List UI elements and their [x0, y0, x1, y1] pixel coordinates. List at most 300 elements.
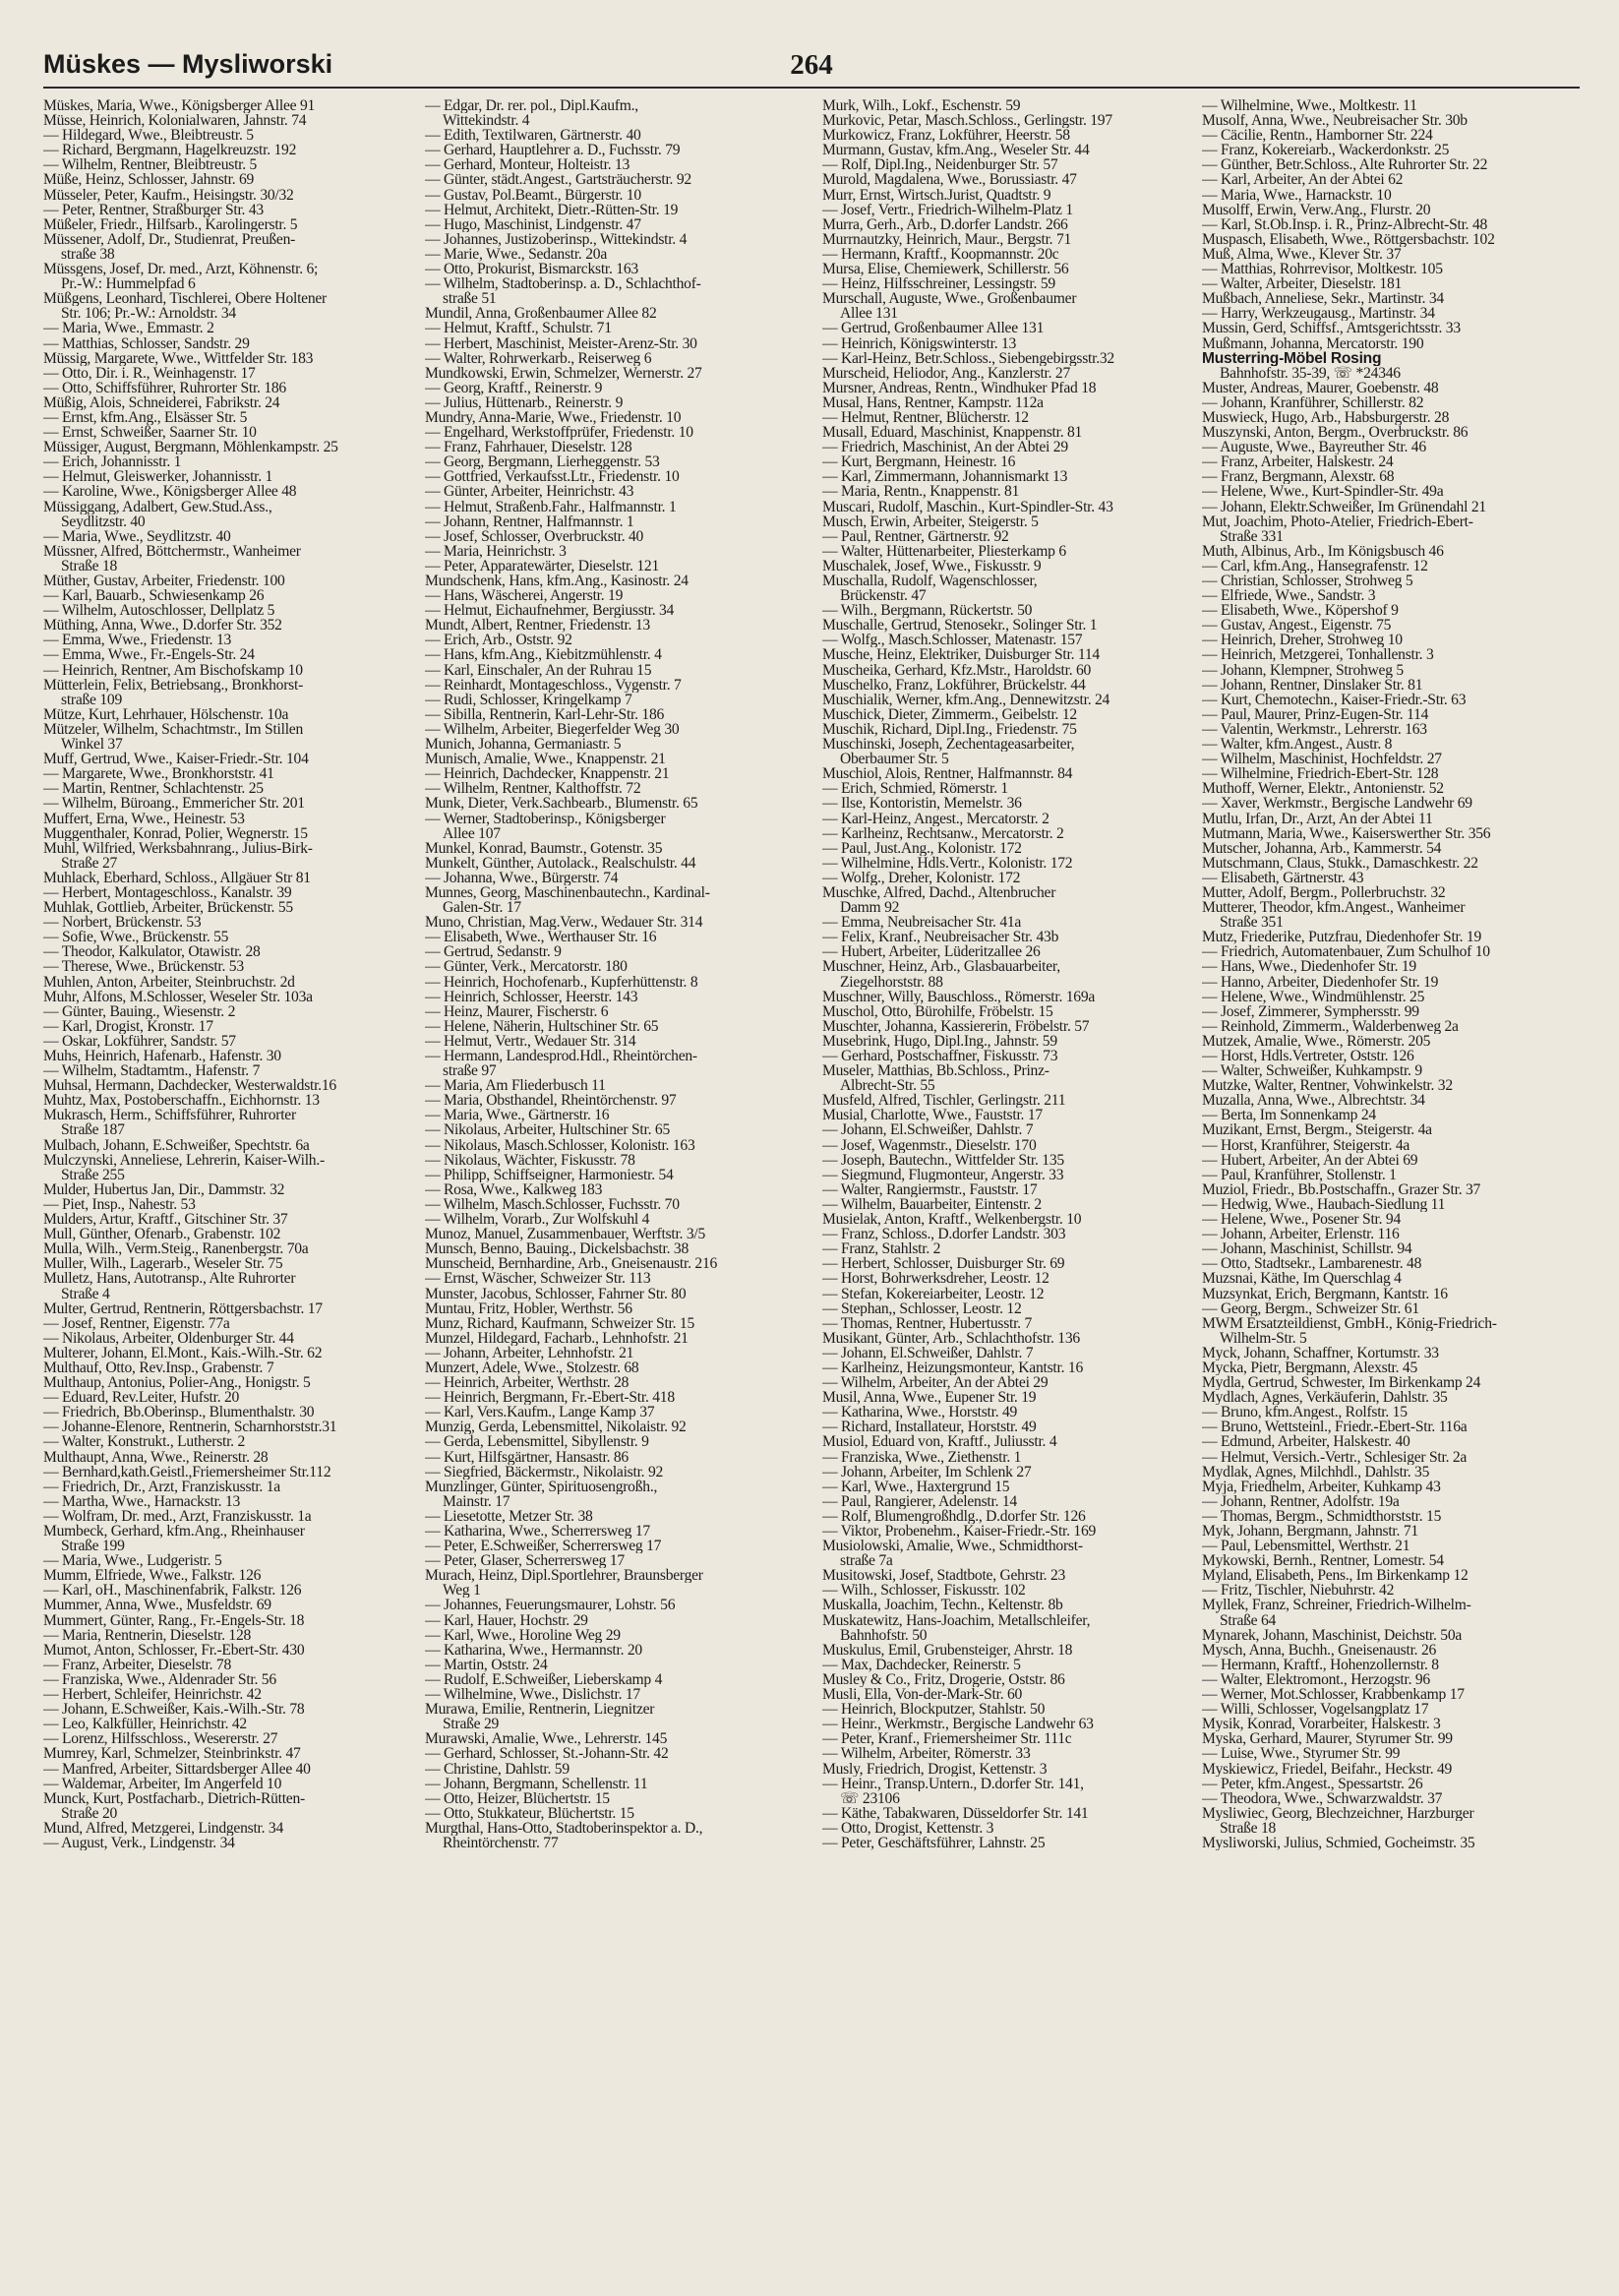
- directory-entry: Muskalla, Joachim, Techn., Keltenstr. 8b: [822, 1598, 1063, 1613]
- directory-entry: — Wilh., Bergmann, Rückertstr. 50: [822, 603, 1033, 619]
- directory-entry: — Rolf, Dipl.Ing., Neidenburger Str. 57: [822, 157, 1058, 173]
- directory-entry: Musielak, Anton, Kraftf., Welkenbergstr. 10: [822, 1212, 1082, 1228]
- directory-entry: Mydlak, Agnes, Milchhdl., Dahlstr. 35: [1202, 1464, 1430, 1480]
- directory-entry: — Walter, Elektromont., Herzogstr. 96: [1202, 1671, 1430, 1688]
- directory-entry: — Bruno, Wettsteinl., Friedr.-Ebert-Str. 116a: [1202, 1420, 1468, 1435]
- directory-entry: Muschinski, Joseph, Zechentageasarbeiter,: [822, 737, 1075, 753]
- directory-entry: Müßgens, Leonhard, Tischlerei, Obere Holtener: [43, 291, 327, 307]
- directory-entry: Multer, Gertrud, Rentnerin, Röttgersbachstr. 17: [43, 1300, 323, 1316]
- directory-entry: Muswieck, Hugo, Arb., Habsburgerstr. 28: [1202, 409, 1450, 426]
- directory-entry: — Karl, oH., Maschinenfabrik, Falkstr. 126: [43, 1583, 302, 1599]
- directory-entry: — Elisabeth, Gärtnerstr. 43: [1202, 870, 1364, 885]
- directory-entry: — Joseph, Bautechn., Wittfelder Str. 135: [822, 1152, 1064, 1168]
- directory-entry: — Felix, Kranf., Neubreisacher Str. 43b: [822, 930, 1059, 945]
- directory-entry: — Helmut, Straßenb.Fahr., Halfmannstr. 1: [425, 499, 677, 514]
- directory-entry: Murold, Magdalena, Wwe., Borussiastr. 47: [822, 172, 1077, 188]
- directory-entry: — Maria, Heinrichstr. 3: [425, 543, 567, 559]
- directory-entry: — Erich, Schmied, Römerstr. 1: [822, 781, 1008, 797]
- directory-entry: — Johann, Arbeiter, Erlenstr. 116: [1202, 1227, 1400, 1242]
- directory-entry: Murawski, Amalie, Wwe., Lehrerstr. 145: [425, 1731, 668, 1747]
- directory-entry: — Siegmund, Flugmonteur, Angerstr. 33: [822, 1167, 1064, 1182]
- directory-entry: Muster, Andreas, Maurer, Goebenstr. 48: [1202, 380, 1439, 395]
- directory-entry: Müsseler, Peter, Kaufm., Heisingstr. 30/32: [43, 187, 294, 203]
- directory-entry: — Lorenz, Hilfsschloss., Wesererstr. 27: [43, 1731, 278, 1747]
- directory-entry: — Käthe, Tabakwaren, Düsseldorfer Str. 141: [822, 1805, 1089, 1821]
- directory-entry: — Maria, Rentnerin, Dieselstr. 128: [43, 1627, 252, 1643]
- directory-entry: Müthing, Anna, Wwe., D.dorfer Str. 352: [43, 618, 282, 634]
- directory-entry: Müssig, Margarete, Wwe., Wittfelder Str. 183: [43, 350, 314, 366]
- directory-entry: — Liesetotte, Metzer Str. 38: [425, 1508, 593, 1524]
- directory-entry: Muzsynkat, Erich, Bergmann, Kantstr. 16: [1202, 1286, 1448, 1301]
- directory-entry: — Walter, Rangiermstr., Fauststr. 17: [822, 1181, 1038, 1197]
- directory-entry: — Johannes, Justizoberinsp., Wittekindstr. 4: [425, 231, 688, 247]
- entry-continuation: straße 97: [443, 1063, 497, 1079]
- directory-entry: — Franziska, Wwe., Ziethenstr. 1: [822, 1449, 1022, 1465]
- directory-entry: — Stefan, Kokereiarbeiter, Leostr. 12: [822, 1286, 1045, 1301]
- directory-entry: — Heinr., Werkmstr., Bergische Landwehr 63: [822, 1717, 1094, 1732]
- directory-entry: — Harry, Werkzeugausg., Martinstr. 34: [1202, 306, 1435, 322]
- directory-entry: Müther, Gustav, Arbeiter, Friedenstr. 100: [43, 574, 285, 589]
- directory-entry: Musche, Heinz, Elektriker, Duisburger Str. 114: [822, 647, 1100, 663]
- directory-entry: — Christian, Schlosser, Strohweg 5: [1202, 574, 1413, 589]
- directory-entry: — Helmut, Architekt, Dietr.-Rütten-Str. 19: [425, 202, 679, 217]
- directory-entry: — Karl-Heinz, Betr.Schloss., Siebengebirgsstr.32: [822, 350, 1114, 366]
- directory-entry: — Gustav, Angest., Eigenstr. 75: [1202, 618, 1392, 634]
- directory-entry: — Otto, Stadtsekr., Lambarenestr. 48: [1202, 1256, 1422, 1272]
- directory-entry: — Helmut, Versich.-Vertr., Schlesiger Str. 2a: [1202, 1449, 1468, 1465]
- directory-entry: — August, Verk., Lindgenstr. 34: [43, 1835, 235, 1851]
- directory-entry: — Max, Dachdecker, Reinerstr. 5: [822, 1657, 1021, 1672]
- directory-entry: Muntau, Fritz, Hobler, Werthstr. 56: [425, 1300, 632, 1316]
- entry-continuation: Straße 255: [61, 1167, 125, 1182]
- directory-entry: Muffert, Erna, Wwe., Heinestr. 53: [43, 811, 245, 826]
- directory-entry: Mulder, Hubertus Jan, Dir., Dammstr. 32: [43, 1181, 285, 1197]
- directory-entry: — Wilhelm, Rentner, Kalthoffstr. 72: [425, 781, 641, 797]
- directory-entry: — Maria, Wwe., Seydlitzstr. 40: [43, 528, 231, 544]
- directory-entry: Mumm, Elfriede, Wwe., Falkstr. 126: [43, 1568, 262, 1584]
- directory-entry: — Werner, Mot.Schlosser, Krabbenkamp 17: [1202, 1687, 1465, 1703]
- directory-entry: Muspasch, Elisabeth, Wwe., Röttgersbachstr. 102: [1202, 231, 1495, 247]
- directory-entry: Munkel, Konrad, Baumstr., Gotenstr. 35: [425, 840, 663, 856]
- directory-entry: — Wilhelm, Maschinist, Hochfeldstr. 27: [1202, 752, 1442, 767]
- directory-entry: — Heinrich, Metzgerei, Tonhallenstr. 3: [1202, 647, 1434, 663]
- directory-entry: — Otto, Stukkateur, Blüchertstr. 15: [425, 1805, 634, 1821]
- directory-entry: Murawa, Emilie, Rentnerin, Liegnitzer: [425, 1702, 655, 1718]
- directory-entry: — Maria, Obsthandel, Rheintörchenstr. 97: [425, 1093, 677, 1109]
- directory-entry: Mundt, Albert, Rentner, Friedenstr. 13: [425, 618, 650, 634]
- directory-entry: Murr, Ernst, Wirtsch.Jurist, Quadtstr. 9: [822, 187, 1051, 203]
- directory-entry: — Thomas, Bergm., Schmidthorststr. 15: [1202, 1508, 1442, 1524]
- directory-entry: — Julius, Hüttenarb., Reinerstr. 9: [425, 394, 624, 410]
- directory-entry: Museler, Matthias, Bb.Schloss., Prinz-: [822, 1063, 1049, 1079]
- directory-entry: Mutzek, Amalie, Wwe., Römerstr. 205: [1202, 1033, 1431, 1049]
- directory-entry: — Günter, Verk., Mercatorstr. 180: [425, 959, 628, 975]
- directory-entry: — Hans, kfm.Ang., Kiebitzmühlenstr. 4: [425, 647, 662, 663]
- directory-entry: — Otto, Heizer, Blüchertstr. 15: [425, 1790, 610, 1806]
- directory-entry: Muschalle, Gertrud, Stenosekr., Solinger Str. 1: [822, 618, 1098, 634]
- directory-entry: — Friedrich, Maschinist, An der Abtei 29: [822, 440, 1068, 455]
- directory-entry: — Edgar, Dr. rer. pol., Dipl.Kaufm.,: [425, 98, 638, 114]
- directory-entry: — Rosa, Wwe., Kalkweg 183: [425, 1181, 603, 1197]
- entry-continuation: Galen-Str. 17: [443, 900, 521, 916]
- directory-entry: — Johann, E.Schweißer, Kais.-Wilh.-Str. 78: [43, 1702, 305, 1718]
- directory-entry: Mysliwiec, Georg, Blechzeichner, Harzburger: [1202, 1805, 1474, 1821]
- entry-continuation: Allee 107: [443, 825, 501, 841]
- directory-entry: Munsch, Benno, Bauing., Dickelsbachstr. 38: [425, 1241, 689, 1257]
- directory-entry: Muhsal, Hermann, Dachdecker, Westerwaldstr.16: [43, 1078, 336, 1094]
- directory-entry: Muhlack, Eberhard, Schloss., Allgäuer Str 81: [43, 870, 311, 885]
- directory-entry: — Stephan,, Schlosser, Leostr. 12: [822, 1300, 1022, 1316]
- directory-entry: — Eduard, Rev.Leiter, Hufstr. 20: [43, 1390, 240, 1406]
- directory-entry: Muscheika, Gerhard, Kfz.Mstr., Haroldstr. 60: [822, 662, 1092, 678]
- directory-entry: — Heinrich, Blockputzer, Stahlstr. 50: [822, 1702, 1046, 1718]
- directory-entry: — Luise, Wwe., Styrumer Str. 99: [1202, 1746, 1401, 1762]
- entry-continuation: Straße 351: [1220, 915, 1284, 931]
- directory-entry: — Wilhelmine, Wwe., Moltkestr. 11: [1202, 98, 1417, 114]
- directory-entry: Munzlinger, Günter, Spirituosengroßh.,: [425, 1479, 658, 1494]
- directory-entry: Mulczynski, Anneliese, Lehrerin, Kaiser-Wilh.-: [43, 1152, 325, 1168]
- directory-entry: Muskulus, Emil, Grubensteiger, Ahrstr. 18: [822, 1642, 1073, 1658]
- directory-entry: Muzsnai, Käthe, Im Querschlag 4: [1202, 1271, 1402, 1287]
- directory-entry: Murschall, Auguste, Wwe., Großenbaumer: [822, 291, 1077, 307]
- directory-entry: Myja, Friedhelm, Arbeiter, Kuhkamp 43: [1202, 1479, 1441, 1494]
- directory-entry: Muzikant, Ernst, Bergm., Steigerstr. 4a: [1202, 1122, 1432, 1138]
- entry-continuation: Seydlitzstr. 40: [61, 514, 146, 529]
- directory-entry: — Heinz, Hilfsschreiner, Lessingstr. 59: [822, 276, 1055, 292]
- directory-entry: Muschol, Otto, Bürohilfe, Fröbelstr. 15: [822, 1003, 1053, 1019]
- directory-entry: Müße, Heinz, Schlosser, Jahnstr. 69: [43, 172, 255, 188]
- entry-continuation: Wilhelm-Str. 5: [1220, 1330, 1307, 1346]
- directory-entry: — Otto, Drogist, Kettenstr. 3: [822, 1820, 994, 1836]
- directory-entry: Muscari, Rudolf, Maschin., Kurt-Spindler-Str. 43: [822, 499, 1113, 514]
- directory-entry: Mydla, Gertrud, Schwester, Im Birkenkamp 24: [1202, 1375, 1481, 1391]
- directory-entry: Munzel, Hildegard, Facharb., Lehnhofstr. 21: [425, 1330, 689, 1346]
- directory-entry: — Karl-Heinz, Angest., Mercatorstr. 2: [822, 811, 1049, 826]
- directory-entry: — Wilhelmine, Wwe., Dislichstr. 17: [425, 1687, 640, 1703]
- directory-entry: — Wilhelmine, Friedrich-Ebert-Str. 128: [1202, 766, 1439, 782]
- directory-entry: Muskatewitz, Hans-Joachim, Metallschleifer,: [822, 1612, 1091, 1628]
- directory-entry: Mull, Günther, Ofenarb., Grabenstr. 102: [43, 1227, 281, 1242]
- directory-entry: — Kurt, Chemotechn., Kaiser-Friedr.-Str. 63: [1202, 692, 1467, 707]
- directory-entry: Murkovic, Petar, Masch.Schloss., Gerlingstr. 197: [822, 113, 1112, 129]
- directory-entry: — Heinrich, Königswinterstr. 13: [822, 335, 1017, 351]
- directory-entry: Munisch, Amalie, Wwe., Knappenstr. 21: [425, 752, 666, 767]
- directory-entry: — Otto, Dir. i. R., Weinhagenstr. 17: [43, 365, 256, 381]
- directory-entry: — Gottfried, Verkaufsst.Ltr., Friedenstr. 10: [425, 469, 680, 485]
- directory-entry: — Hans, Wwe., Diedenhofer Str. 19: [1202, 959, 1416, 975]
- header-rule: [43, 87, 1580, 89]
- entry-continuation: Straße 27: [61, 855, 118, 871]
- directory-entry: — Hedwig, Wwe., Haubach-Siedlung 11: [1202, 1196, 1446, 1213]
- directory-entry: — Matthias, Schlosser, Sandstr. 29: [43, 335, 250, 351]
- directory-entry: — Leo, Kalkfüller, Heinrichstr. 42: [43, 1717, 247, 1732]
- directory-entry: Mußmann, Johanna, Mercatorstr. 190: [1202, 335, 1424, 351]
- directory-entry: — Johannes, Feuerungsmaurer, Lohstr. 56: [425, 1598, 676, 1613]
- directory-entry: — Johann, Kranführer, Schillerstr. 82: [1202, 394, 1424, 410]
- directory-entry: — Erich, Arb., Oststr. 92: [425, 633, 572, 648]
- directory-entry: — Wilhelm, Arbeiter, Biegerfelder Weg 30: [425, 721, 680, 738]
- directory-entry: — Helene, Wwe., Kurt-Spindler-Str. 49a: [1202, 484, 1444, 500]
- directory-entry: — Carl, kfm.Ang., Hansegrafenstr. 12: [1202, 558, 1428, 574]
- directory-entry: — Norbert, Brückenstr. 53: [43, 915, 202, 931]
- directory-entry: Musolff, Erwin, Verw.Ang., Flurstr. 20: [1202, 202, 1431, 217]
- entry-continuation: ☏ 23106: [840, 1790, 900, 1806]
- entry-continuation: Straße 29: [443, 1717, 500, 1732]
- directory-entry: — Franz, Kokereiarb., Wackerdonkstr. 25: [1202, 143, 1450, 158]
- directory-entry: Musikant, Günter, Arb., Schlachthofstr. 136: [822, 1330, 1080, 1346]
- entry-continuation: Ziegelhorststr. 88: [840, 974, 943, 990]
- directory-entry: Myllek, Franz, Schreiner, Friedrich-Wilhelm-: [1202, 1598, 1471, 1613]
- directory-entry: — Elisabeth, Wwe., Köpershof 9: [1202, 603, 1399, 619]
- directory-entry: — Franz, Stahlstr. 2: [822, 1241, 941, 1257]
- directory-entry: — Elisabeth, Wwe., Werthauser Str. 16: [425, 930, 657, 945]
- directory-entry: Murra, Gerh., Arb., D.dorfer Landstr. 266: [822, 216, 1068, 232]
- directory-entry: — Paul, Kranführer, Stollenstr. 1: [1202, 1167, 1397, 1182]
- directory-entry: — Theodor, Kalkulator, Otawistr. 28: [43, 944, 261, 960]
- directory-entry: Multhaup, Antonius, Polier-Ang., Honigstr. 5: [43, 1375, 311, 1391]
- directory-entry: — Erich, Johannisstr. 1: [43, 454, 182, 470]
- directory-entry: — Günter, städt.Angest., Gartsträucherstr. 92: [425, 172, 691, 188]
- directory-entry: Myk, Johann, Bergmann, Jahnstr. 71: [1202, 1524, 1418, 1540]
- directory-entry: — Peter, Geschäftsführer, Lahnstr. 25: [822, 1835, 1046, 1851]
- directory-entry: — Werner, Stadtoberinsp., Königsberger: [425, 811, 666, 826]
- directory-entry: Myck, Johann, Schaffner, Kortumstr. 33: [1202, 1345, 1439, 1360]
- directory-entry: — Wilhelm, Autoschlosser, Dellplatz 5: [43, 603, 275, 619]
- directory-entry: — Wolfram, Dr. med., Arzt, Franziskusstr. 1a: [43, 1508, 312, 1524]
- directory-entry: Mulbach, Johann, E.Schweißer, Spechtstr. 6a: [43, 1137, 310, 1153]
- directory-entry: Muggenthaler, Konrad, Polier, Wegnerstr. 15: [43, 825, 308, 841]
- directory-entry: — Peter, kfm.Angest., Spessartstr. 26: [1202, 1776, 1423, 1791]
- directory-entry: — Maria, Wwe., Ludgeristr. 5: [43, 1553, 222, 1569]
- directory-entry: — Maria, Wwe., Emmastr. 2: [43, 321, 214, 336]
- directory-entry: — Therese, Wwe., Brückenstr. 53: [43, 959, 244, 975]
- directory-entry: Mutlu, Irfan, Dr., Arzt, An der Abtei 11: [1202, 811, 1433, 826]
- directory-entry: — Johann, El.Schweißer, Dahlstr. 7: [822, 1345, 1034, 1360]
- entry-continuation: Str. 106; Pr.-W.: Arnoldstr. 34: [61, 306, 236, 322]
- directory-entry: — Ernst, kfm.Ang., Elsässer Str. 5: [43, 409, 248, 426]
- directory-entry: — Franz, Schloss., D.dorfer Landstr. 303: [822, 1227, 1066, 1242]
- directory-entry: Munck, Kurt, Postfacharb., Dietrich-Rütten-: [43, 1790, 305, 1806]
- directory-entry: Mundil, Anna, Großenbaumer Allee 82: [425, 306, 657, 322]
- directory-entry: Munoz, Manuel, Zusammenbauer, Werftstr. 3/5: [425, 1227, 706, 1242]
- directory-entry: Munster, Jacobus, Schlosser, Fahrner Str. 80: [425, 1286, 687, 1301]
- directory-entry: — Horst, Kranführer, Steigerstr. 4a: [1202, 1137, 1410, 1153]
- directory-entry: — Fritz, Tischler, Niebuhrstr. 42: [1202, 1583, 1395, 1599]
- directory-entry: Mykowski, Bernh., Rentner, Lomestr. 54: [1202, 1553, 1444, 1569]
- directory-entry: — Elfriede, Wwe., Sandstr. 3: [1202, 588, 1376, 604]
- entry-continuation: Straße 187: [61, 1122, 125, 1138]
- entry-continuation: Straße 4: [61, 1286, 110, 1301]
- entry-continuation: straße 109: [61, 692, 123, 707]
- directory-entry: — Manfred, Arbeiter, Sittardsberger Allee 40: [43, 1761, 311, 1777]
- directory-entry: — Horst, Hdls.Vertreter, Oststr. 126: [1202, 1049, 1414, 1064]
- directory-entry: — Hermann, Landesprod.Hdl., Rheintörchen-: [425, 1049, 697, 1064]
- directory-entry: — Margarete, Wwe., Bronkhorststr. 41: [43, 766, 274, 782]
- directory-entry: Mummer, Anna, Wwe., Musfeldstr. 69: [43, 1598, 271, 1613]
- directory-entry: Munkelt, Günther, Autolack., Realschulstr. 44: [425, 855, 696, 871]
- directory-entry: Müsse, Heinrich, Kolonialwaren, Jahnstr. 74: [43, 113, 307, 129]
- directory-entry: — Christine, Dahlstr. 59: [425, 1761, 570, 1777]
- directory-entry: — Peter, E.Schweißer, Scherrersweg 17: [425, 1539, 662, 1554]
- directory-entry: Mundschenk, Hans, kfm.Ang., Kasinostr. 24: [425, 574, 689, 589]
- directory-entry: Muschelko, Franz, Lokführer, Brückelstr. 44: [822, 677, 1086, 693]
- directory-entry: — Johann, Rentner, Adolfstr. 19a: [1202, 1493, 1400, 1509]
- directory-entry: Muhl, Wilfried, Werksbahnrang., Julius-Birk-: [43, 840, 313, 856]
- entry-continuation: Brückenstr. 47: [840, 588, 927, 604]
- directory-entry: Murscheid, Heliodor, Ang., Kanzlerstr. 27: [822, 365, 1071, 381]
- directory-entry: — Karl, Arbeiter, An der Abtei 62: [1202, 172, 1404, 188]
- directory-entry: — Franz, Arbeiter, Dieselstr. 78: [43, 1657, 232, 1672]
- directory-entry: — Paul, Lebensmittel, Werthstr. 21: [1202, 1539, 1410, 1554]
- entry-continuation: Straße 18: [1220, 1820, 1277, 1836]
- directory-entry: — Franziska, Wwe., Aldenrader Str. 56: [43, 1671, 276, 1688]
- directory-entry: Mut, Joachim, Photo-Atelier, Friedrich-Ebert-: [1202, 514, 1473, 529]
- entry-continuation: Straße 199: [61, 1539, 125, 1554]
- directory-entry: — Johann, Arbeiter, Lehnhofstr. 21: [425, 1345, 634, 1360]
- directory-entry: — Hubert, Arbeiter, An der Abtei 69: [1202, 1152, 1418, 1168]
- directory-entry: MWM Ersatzteildienst, GmbH., König-Friedrich-: [1202, 1315, 1497, 1331]
- directory-entry: Musiolowski, Amalie, Wwe., Schmidthorst-: [822, 1539, 1083, 1554]
- directory-entry: Myskiewicz, Friedel, Beifahr., Heckstr. 49: [1202, 1761, 1453, 1777]
- directory-entry: — Nikolaus, Masch.Schlosser, Kolonistr. 163: [425, 1137, 695, 1153]
- directory-entry: — Emma, Neubreisacher Str. 41a: [822, 915, 1022, 931]
- directory-entry: Müssiggang, Adalbert, Gew.Stud.Ass.,: [43, 499, 272, 514]
- directory-entry: — Karl, Wwe., Horoline Weg 29: [425, 1627, 621, 1643]
- directory-entry: — Gertrud, Großenbaumer Allee 131: [822, 321, 1045, 336]
- directory-entry: Muziol, Friedr., Bb.Postschaffn., Grazer Str. 37: [1202, 1181, 1481, 1197]
- entry-continuation: Weg 1: [443, 1583, 481, 1599]
- entry-continuation: Oberbaumer Str. 5: [840, 752, 949, 767]
- directory-entry: Munzert, Adele, Wwe., Stolzestr. 68: [425, 1359, 639, 1376]
- directory-entry: Mumot, Anton, Schlosser, Fr.-Ebert-Str. 430: [43, 1642, 305, 1658]
- directory-entry: — Maria, Am Fliederbusch 11: [425, 1078, 606, 1094]
- directory-entry: Murmann, Gustav, kfm.Ang., Weseler Str. 44: [822, 143, 1090, 158]
- directory-entry: — Wolfg., Masch.Schlosser, Matenastr. 157: [822, 633, 1083, 648]
- directory-entry: — Marie, Wwe., Sedanstr. 20a: [425, 246, 607, 263]
- directory-entry: Musiol, Eduard von, Kraftf., Juliusstr. 4: [822, 1434, 1057, 1450]
- directory-entry: Mütze, Kurt, Lehrhauer, Hölschenstr. 10a: [43, 706, 289, 722]
- directory-entry: Muschik, Richard, Dipl.Ing., Friedenstr. 75: [822, 721, 1077, 738]
- directory-entry: — Karl, Zimmermann, Johannismarkt 13: [822, 469, 1068, 485]
- directory-entry: Muhs, Heinrich, Hafenarb., Hafenstr. 30: [43, 1049, 281, 1064]
- directory-entry: — Paul, Rangierer, Adelenstr. 14: [822, 1493, 1017, 1509]
- directory-entry: — Heinrich, Arbeiter, Werthstr. 28: [425, 1375, 630, 1391]
- entry-continuation: Straße 331: [1220, 528, 1284, 544]
- directory-entry: — Sibilla, Rentnerin, Karl-Lehr-Str. 186: [425, 706, 665, 722]
- directory-entry: Muth, Albinus, Arb., Im Königsbusch 46: [1202, 543, 1444, 559]
- directory-entry: Munnes, Georg, Maschinenbautechn., Kardinal-: [425, 884, 710, 901]
- directory-entry: — Piet, Insp., Nahestr. 53: [43, 1196, 196, 1213]
- directory-entry: — Karl, Einschaler, An der Ruhrau 15: [425, 662, 652, 678]
- directory-entry: Mundkowski, Erwin, Schmelzer, Wernerstr. 27: [425, 365, 702, 381]
- directory-entry: — Kurt, Hilfsgärtner, Hansastr. 86: [425, 1449, 629, 1465]
- directory-entry: Mysch, Anna, Buchh., Gneisenaustr. 26: [1202, 1642, 1437, 1658]
- entry-continuation: straße 51: [443, 291, 497, 307]
- directory-entry: — Ilse, Kontoristin, Memelstr. 36: [822, 796, 1022, 812]
- directory-entry: — Walter, Schweißer, Kuhkampstr. 9: [1202, 1063, 1422, 1079]
- directory-entry: — Reinhardt, Montageschloss., Vygenstr. 7: [425, 677, 682, 693]
- directory-entry: — Viktor, Probenehm., Kaiser-Friedr.-Str. 169: [822, 1524, 1097, 1540]
- directory-entry: — Horst, Bohrwerksdreher, Leostr. 12: [822, 1271, 1049, 1287]
- directory-entry: — Helene, Wwe., Posener Str. 94: [1202, 1212, 1402, 1228]
- directory-entry: — Kurt, Bergmann, Heinestr. 16: [822, 454, 1016, 470]
- directory-entry: — Peter, Kranf., Friemersheimer Str. 111c: [822, 1731, 1072, 1747]
- directory-entry: Mutzke, Walter, Rentner, Vohwinkelstr. 32: [1202, 1078, 1453, 1094]
- directory-entry: — Martin, Rentner, Schlachtenstr. 25: [43, 781, 264, 797]
- directory-entry: Müskes, Maria, Wwe., Königsberger Allee 91: [43, 98, 316, 114]
- column-4: [1202, 98, 1566, 2282]
- directory-entry: — Johann, Bergmann, Schellenstr. 11: [425, 1776, 648, 1791]
- entry-continuation: Wittekindstr. 4: [443, 113, 530, 129]
- directory-entry: — Bernhard,kath.Geistl.,Friemersheimer Str.112: [43, 1464, 331, 1480]
- directory-entry: — Martin, Oststr. 24: [425, 1657, 548, 1672]
- directory-entry: — Johann, Klempner, Strohweg 5: [1202, 662, 1404, 678]
- directory-entry: — Maria, Wwe., Harnackstr. 10: [1202, 187, 1392, 203]
- directory-entry: Muller, Wilh., Lagerarb., Weseler Str. 75: [43, 1256, 283, 1272]
- directory-entry: Mützeler, Wilhelm, Schachtmstr., Im Stillen: [43, 721, 304, 738]
- directory-entry: Musitowski, Josef, Stadtbote, Gehrstr. 23: [822, 1568, 1066, 1584]
- directory-entry: — Otto, Prokurist, Bismarckstr. 163: [425, 262, 638, 277]
- directory-entry: Munscheid, Bernhardine, Arb., Gneisenaustr. 216: [425, 1256, 718, 1272]
- directory-entry: — Heinrich, Dachdecker, Knappenstr. 21: [425, 766, 670, 782]
- directory-entry: — Ernst, Schweißer, Saarner Str. 10: [43, 425, 257, 441]
- directory-entry: Mutscher, Johanna, Arb., Kammerstr. 54: [1202, 840, 1442, 856]
- directory-entry: — Nikolaus, Wächter, Fiskusstr. 78: [425, 1152, 635, 1168]
- directory-entry: Munzig, Gerda, Lebensmittel, Nikolaistr. 92: [425, 1420, 687, 1435]
- directory-entry: Mynarek, Johann, Maschinist, Deichstr. 50a: [1202, 1627, 1463, 1643]
- directory-entry: Murgthal, Hans-Otto, Stadtoberinspektor a. D.,: [425, 1820, 703, 1836]
- directory-entry: Müssener, Adolf, Dr., Studienrat, Preußen-: [43, 231, 296, 247]
- directory-entry: — Valentin, Werkmstr., Lehrerstr. 163: [1202, 721, 1427, 738]
- directory-entry: Mulletz, Hans, Autotransp., Alte Ruhrorter: [43, 1271, 296, 1287]
- directory-entry: — Helmut, Kraftf., Schulstr. 71: [425, 321, 612, 336]
- directory-entry: — Heinz, Maurer, Fischerstr. 6: [425, 1003, 609, 1019]
- directory-entry: — Walter, Hüttenarbeiter, Pliesterkamp 6: [822, 543, 1066, 559]
- directory-entry: — Ernst, Wäscher, Schweizer Str. 113: [425, 1271, 651, 1287]
- directory-entry: — Friedrich, Automatenbauer, Zum Schulhof 10: [1202, 944, 1490, 960]
- directory-entry: — Heinrich, Schlosser, Heerstr. 143: [425, 989, 638, 1004]
- directory-entry: Muhr, Alfons, M.Schlosser, Weseler Str. 103a: [43, 989, 313, 1004]
- directory-entry: — Karlheinz, Rechtsanw., Mercatorstr. 2: [822, 825, 1064, 841]
- directory-entry: Murrnautzky, Heinrich, Maur., Bergstr. 71: [822, 231, 1072, 247]
- directory-entry: Müssner, Alfred, Böttchermstr., Wanheimer: [43, 543, 301, 559]
- directory-entry: — Walter, Konstrukt., Lutherstr. 2: [43, 1434, 246, 1450]
- directory-entry: Muhtz, Max, Postoberschaffn., Eichhornstr. 13: [43, 1093, 320, 1109]
- directory-entry: — Johanna, Wwe., Bürgerstr. 74: [425, 870, 619, 885]
- directory-entry: — Günter, Bauing., Wiesenstr. 2: [43, 1003, 236, 1019]
- directory-entry: — Josef, Rentner, Eigenstr. 77a: [43, 1315, 230, 1331]
- directory-entry: Muhlak, Gottlieb, Arbeiter, Brückenstr. 55: [43, 900, 293, 916]
- directory-entry: — Peter, Rentner, Straßburger Str. 43: [43, 202, 264, 217]
- directory-entry: Musial, Charlotte, Wwe., Fauststr. 17: [822, 1108, 1043, 1123]
- directory-entry: Muthoff, Werner, Elektr., Antonienstr. 52: [1202, 781, 1444, 797]
- directory-entry: Mutschmann, Claus, Stukk., Damaschkestr. 22: [1202, 855, 1478, 871]
- directory-entry: — Herbert, Schlosser, Duisburger Str. 69: [822, 1256, 1065, 1272]
- directory-entry: — Paul, Just.Ang., Kolonistr. 172: [822, 840, 1022, 856]
- directory-entry: — Johann, Arbeiter, Im Schlenk 27: [822, 1464, 1032, 1480]
- directory-entry: — Gerhard, Hauptlehrer a. D., Fuchsstr. 79: [425, 143, 681, 158]
- directory-entry: — Franz, Arbeiter, Halskestr. 24: [1202, 454, 1394, 470]
- directory-entry: Mysliworski, Julius, Schmied, Gocheimstr. 35: [1202, 1835, 1475, 1851]
- directory-entry: Mund, Alfred, Metzgerei, Lindgenstr. 34: [43, 1820, 284, 1836]
- directory-entry: — Martha, Wwe., Harnackstr. 13: [43, 1493, 241, 1509]
- directory-entry: Mydlach, Agnes, Verkäuferin, Dahlstr. 35: [1202, 1390, 1448, 1406]
- directory-entry: Multerer, Johann, El.Mont., Kais.-Wilh.-Str. 62: [43, 1345, 323, 1360]
- directory-entry: — Peter, Glaser, Scherrersweg 17: [425, 1553, 625, 1569]
- directory-entry: Musall, Eduard, Maschinist, Knappenstr. 81: [822, 425, 1083, 441]
- directory-entry: — Hanno, Arbeiter, Diedenhofer Str. 19: [1202, 974, 1439, 990]
- directory-entry: — Walter, Arbeiter, Dieselstr. 181: [1202, 276, 1403, 292]
